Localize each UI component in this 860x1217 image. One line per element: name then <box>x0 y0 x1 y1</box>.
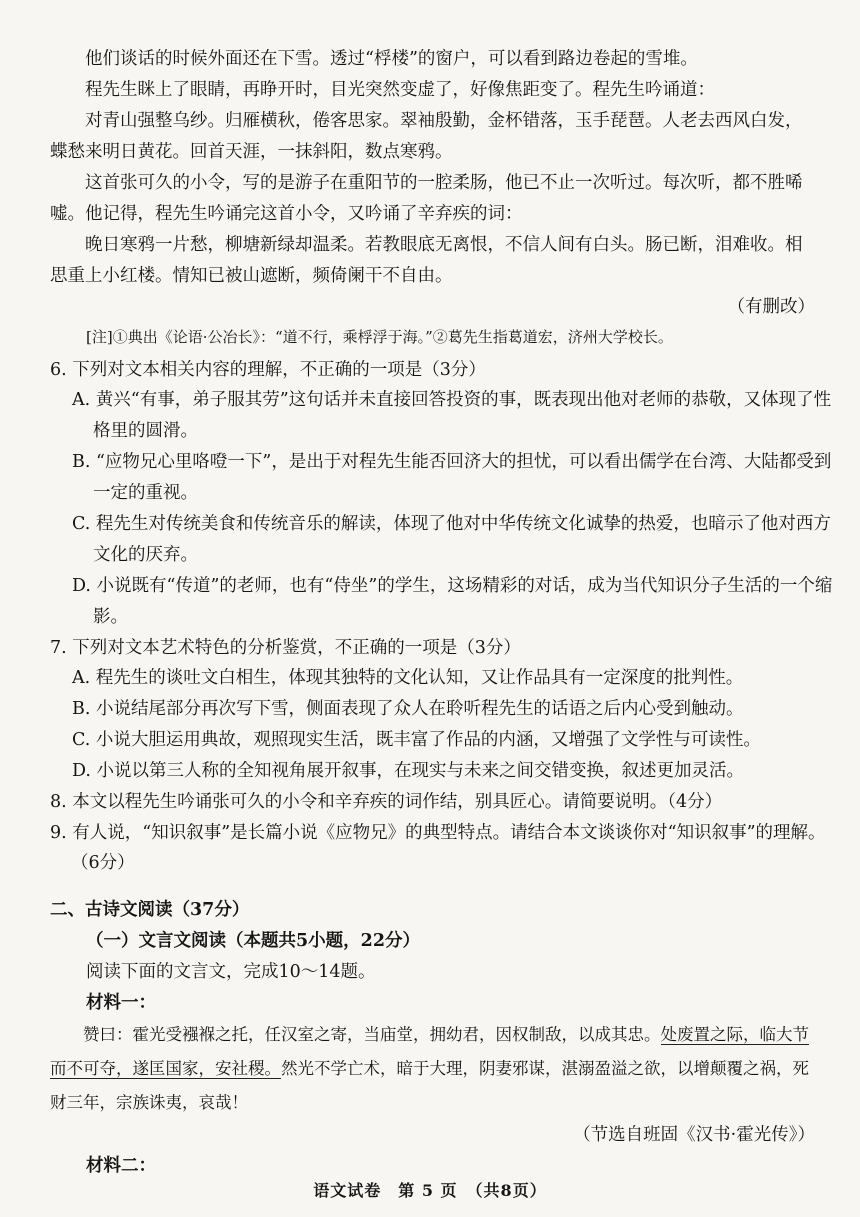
material-1-text-b: 然光不学亡术，暗于大理，阴妻邪谋，湛溺盈溢之欲，以增颠覆之祸，死财三年，宗族诛夷，哀哉！ <box>50 1059 809 1112</box>
question-6-option-c: C. 程先生对传统美食和传统音乐的解读，体现了他对中华传统文化诚挚的热爱，也暗示了他对西方文化的厌弃。 <box>72 514 831 565</box>
question-8: 8. 本文以程先生吟诵张可久的小令和辛弃疾的词作结，别具匠心。请简要说明。（4分） <box>50 792 723 812</box>
material-1-text-a: 赞曰：霍光受襁褓之托，任汉室之寄，当庙堂，拥幼君，因权制敌，以成其忠。 <box>83 1025 661 1044</box>
material-2-label: 材料二： <box>86 1156 156 1176</box>
question-6-option-b: B. “应物兄心里咯噔一下”，是出于对程先生能否回济大的担忧，可以看出儒学在台湾、大陆都受到一定的重视。 <box>72 452 832 503</box>
story-paragraph-1: 他们谈话的时候外面还在下雪。透过“桴楼”的窗户，可以看到路边卷起的雪堆。 <box>85 49 698 69</box>
question-6-option-a: A. 黄兴“有事，弟子服其劳”这句话并未直接回答投资的事，既表现出他对老师的恭敬，又体现了性格里的圆滑。 <box>72 390 832 441</box>
question-6-option-d: D. 小说既有“传道”的老师，也有“侍坐”的学生，这场精彩的对话，成为当代知识分子生活的一个缩影。 <box>72 576 833 627</box>
source-note: （有删改） <box>727 297 815 317</box>
question-9: 9. 有人说，“知识叙事”是长篇小说《应物兄》的典型特点。请结合本文谈谈你对“知识叙事”的理解。（6分） <box>50 823 826 873</box>
question-7-option-b: B. 小说结尾部分再次写下雪，侧面表现了众人在聆听程先生的话语之后内心受到触动。 <box>72 699 744 719</box>
section-2-title: 二、古诗文阅读（37分） <box>50 900 250 920</box>
question-7-option-a: A. 程先生的谈吐文白相生，体现其独特的文化认知，又让作品具有一定深度的批判性。 <box>72 668 744 688</box>
poem-xin-qiji: 晚日寒鸦一片愁，柳塘新绿却温柔。若教眼底无离恨，不信人间有白头。肠已断，泪难收。相思重上小红楼。情知已被山遮断，频倚阑干不自由。 <box>50 235 803 286</box>
poem-zhang-kejiu: 对青山强整乌纱。归雁横秋，倦客思家。翠袖殷勤，金杯错落，玉手琵琶。人老去西风白发，蝶愁来明日黄花。回首天涯，一抹斜阳，数点寒鸦。 <box>50 111 803 162</box>
material-1-label: 材料一： <box>86 993 156 1013</box>
story-paragraph-2: 程先生眯上了眼睛，再睁开时，目光突然变虚了，好像焦距变了。程先生吟诵道： <box>85 80 715 100</box>
subsection-title: （一）文言文阅读（本题共5小题，22分） <box>86 931 421 951</box>
reading-instruction: 阅读下面的文言文，完成10～14题。 <box>86 962 376 982</box>
question-7-option-d: D. 小说以第三人称的全知视角展开叙事，在现实与未来之间交错变换，叙述更加灵活。 <box>72 761 745 781</box>
material-1-underlined-sentence: 处废置之际，临大节而不可夺，遂匡国家，安社稷。 <box>50 1025 809 1078</box>
material-1-text <box>50 1018 810 1120</box>
story-paragraph-3: 这首张可久的小令，写的是游子在重阳节的一腔柔肠，他已不止一次听过。每次听，都不胜唏嘘。他记得，程先生吟诵完这首小令，又吟诵了辛弃疾的词： <box>50 173 803 224</box>
question-6-stem: 6. 下列对文本相关内容的理解，不正确的一项是（3分） <box>50 360 486 380</box>
footnote: [注]①典出《论语·公冶长》：“道不行，乘桴浮于海。”②葛先生指葛道宏，济州大学校长。 <box>86 328 673 346</box>
page-footer: 语文试卷 第 5 页 （共8页） <box>313 1181 547 1200</box>
question-7-stem: 7. 下列对文本艺术特色的分析鉴赏，不正确的一项是（3分） <box>50 638 521 658</box>
material-1-source: （节选自班固《汉书·霍光传》） <box>573 1125 815 1145</box>
question-7-option-c: C. 小说大胆运用典故，观照现实生活，既丰富了作品的内涵，又增强了文学性与可读性。 <box>72 730 761 750</box>
